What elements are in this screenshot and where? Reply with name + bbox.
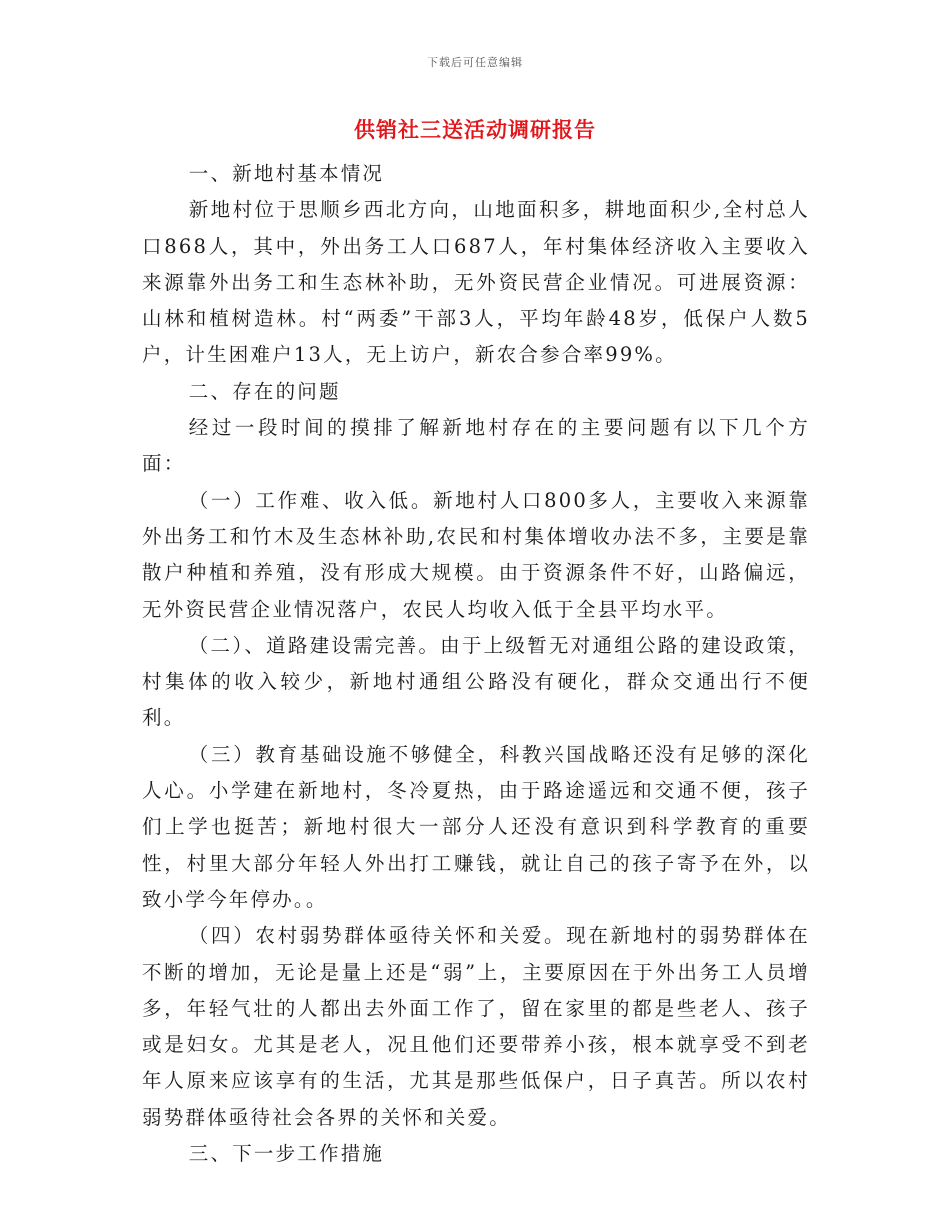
document-body bbox=[142, 156, 810, 1172]
section-heading-basic-situation: 一、新地村基本情况 bbox=[188, 162, 385, 185]
paragraph-problem-1: （一）工作难、收入低。新地村人口800多人，主要收入来源靠外出务工和竹木及生态林补助,农民和村集体增收办法不多，主要是靠散户种植和养殖，没有形成大规模。由于资源条件不好，山路偏远，无外资民营企业情况落户，农民人均收入低于全县平均水平。 bbox=[142, 488, 810, 621]
paragraph-problem-2: （二）、道路建设需完善。由于上级暂无对通组公路的建设政策，村集体的收入较少，新地村通组公路没有硬化，群众交通出行不便利。 bbox=[142, 633, 810, 730]
paragraph-problem-4: （四）农村弱势群体亟待关怀和关爱。现在新地村的弱势群体在不断的增加，无论是量上还是“弱”上，主要原因在于外出务工人员增多，年轻气壮的人都出去外面工作了，留在家里的都是些老人、孩子或是妇女。尤其是老人，况且他们还要带养小孩，根本就享受不到老年人原来应该享有的生活，尤其是那些低保户，日子真苦。所以农村弱势群体亟待社会各界的关怀和关爱。 bbox=[142, 924, 810, 1129]
header-note: 下载后可任意编辑 bbox=[427, 56, 523, 69]
section-heading-next-steps: 三、下一步工作措施 bbox=[188, 1142, 385, 1166]
paragraph-problems-intro: 经过一段时间的摸排了解新地村存在的主要问题有以下几个方面： bbox=[142, 416, 810, 476]
paragraph-problem-3: （三）教育基础设施不够健全，科教兴国战略还没有足够的深化人心。小学建在新地村，冬冷夏热，由于路途遥远和交通不便，孩子们上学也挺苦；新地村很大一部分人还没有意识到科学教育的重要性，村里大部分年轻人外出打工赚钱，就让自己的孩子寄予在外，以致小学今年停办。。 bbox=[142, 742, 810, 911]
document-title: 供销社三送活动调研报告 bbox=[354, 117, 596, 142]
section-heading-problems: 二、存在的问题 bbox=[188, 379, 341, 403]
paragraph-basic-situation: 新地村位于思顺乡西北方向，山地面积多，耕地面积少,全村总人口868人，其中，外出务工人口687人，年村集体经济收入主要收入来源靠外出务工和生态林补助，无外资民营企业情况。可进展资源：山林和植树造林。村“两委”干部3人，平均年龄48岁，低保户人数5户，计生困难户13人，无上访户，新农合参合率99%。 bbox=[142, 198, 810, 367]
